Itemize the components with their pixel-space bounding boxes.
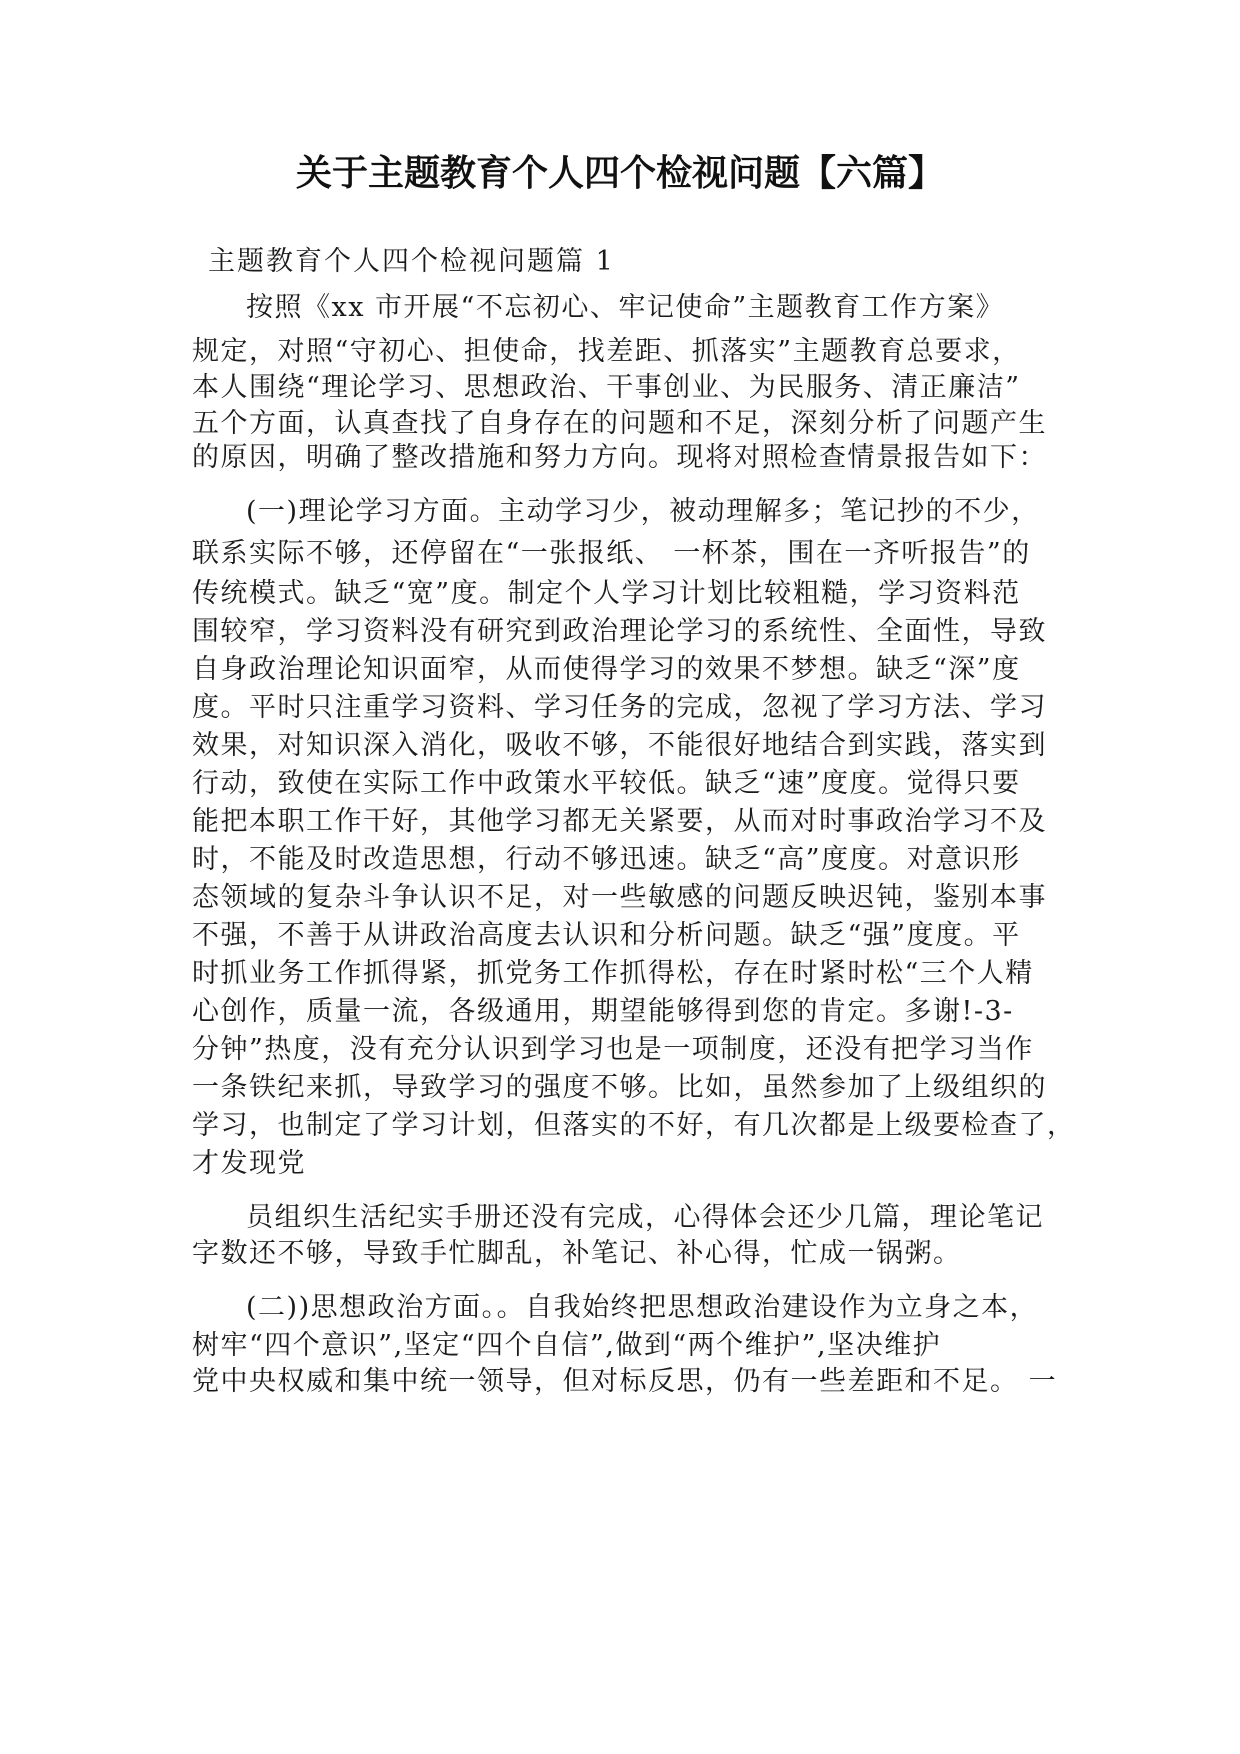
text-line: 本人围绕“理论学习、思想政治、干事创业、为民服务、清正廉洁” (192, 372, 1021, 403)
text-line: 围较窄，学习资料没有研究到政治理论学习的系统性、全面性，导致 (192, 616, 1047, 647)
text-line: 自身政治理论知识面窄，从而使得学习的效果不梦想。缺乏“深”度 (192, 654, 1021, 685)
text-line: 心创作，质量一流，各级通用，期望能够得到您的肯定。多谢!-3- (192, 996, 1014, 1027)
text-line: 态领域的复杂斗争认识不足，对一些敏感的问题反映迟钝，鉴别本事 (192, 882, 1047, 913)
text-line: 行动，致使在实际工作中政策水平较低。缺乏“速”度度。觉得只要 (192, 768, 1021, 799)
text-line: 规定，对照“守初心、担使命，找差距、抓落实”主题教育总要求， (192, 336, 1021, 367)
text-line: 党中央权威和集中统一领导，但对标反思，仍有一些差距和不足。 一 (192, 1366, 1058, 1397)
text-line: 才发现党 (192, 1148, 306, 1179)
text-line: 树牢“四个意识”,坚定“四个自信”,做到“两个维护”,坚决维护 (192, 1330, 942, 1361)
text-line: (二))思想政治方面。。自我始终把思想政治建设作为立身之本， (246, 1292, 1039, 1323)
text-line: 效果，对知识深入消化，吸收不够，不能很好地结合到实践，落实到 (192, 730, 1047, 761)
text-line: 联系实际不够，还停留在“一张报纸、 一杯茶，围在一齐听报告”的 (192, 538, 1031, 569)
text-line: 时抓业务工作抓得紧，抓党务工作抓得松，存在时紧时松“三个人精 (192, 958, 1034, 989)
text-line: 学习，也制定了学习计划，但落实的不好，有几次都是上级要检查了， (192, 1110, 1076, 1141)
text-line: 分钟”热度，没有充分认识到学习也是一项制度，还没有把学习当作 (192, 1034, 1034, 1065)
text-line: 的原因，明确了整改措施和努力方向。现将对照检查情景报告如下： (192, 442, 1047, 473)
text-line: 不强，不善于从讲政治高度去认识和分析问题。缺乏“强”度度。平 (192, 920, 1021, 951)
text-line: 时，不能及时改造思想，行动不够迅速。缺乏“高”度度。对意识形 (192, 844, 1021, 875)
text-line: 员组织生活纪实手册还没有完成，心得体会还少几篇，理论笔记 (246, 1202, 1044, 1233)
text-line: (一)理论学习方面。主动学习少，被动理解多；笔记抄的不少， (246, 496, 1040, 527)
document-title: 关于主题教育个人四个检视问题【六篇】 (295, 153, 944, 194)
text-line: 五个方面，认真查找了自身存在的问题和不足，深刻分析了问题产生 (192, 408, 1047, 439)
text-line: 按照《xx 市开展“不忘初心、牢记使命”主题教育工作方案》 (246, 292, 1005, 323)
section-heading: 主题教育个人四个检视问题篇 1 (208, 246, 615, 277)
text-line: 一条铁纪来抓，导致学习的强度不够。比如，虽然参加了上级组织的 (192, 1072, 1047, 1103)
text-line: 字数还不够，导致手忙脚乱，补笔记、补心得，忙成一锅粥。 (192, 1238, 962, 1269)
text-line: 能把本职工作干好，其他学习都无关紧要，从而对时事政治学习不及 (192, 806, 1047, 837)
text-line: 度。平时只注重学习资料、学习任务的完成，忽视了学习方法、学习 (192, 692, 1047, 723)
text-line: 传统模式。缺乏“宽”度。制定个人学习计划比较粗糙，学习资料范 (192, 578, 1021, 609)
